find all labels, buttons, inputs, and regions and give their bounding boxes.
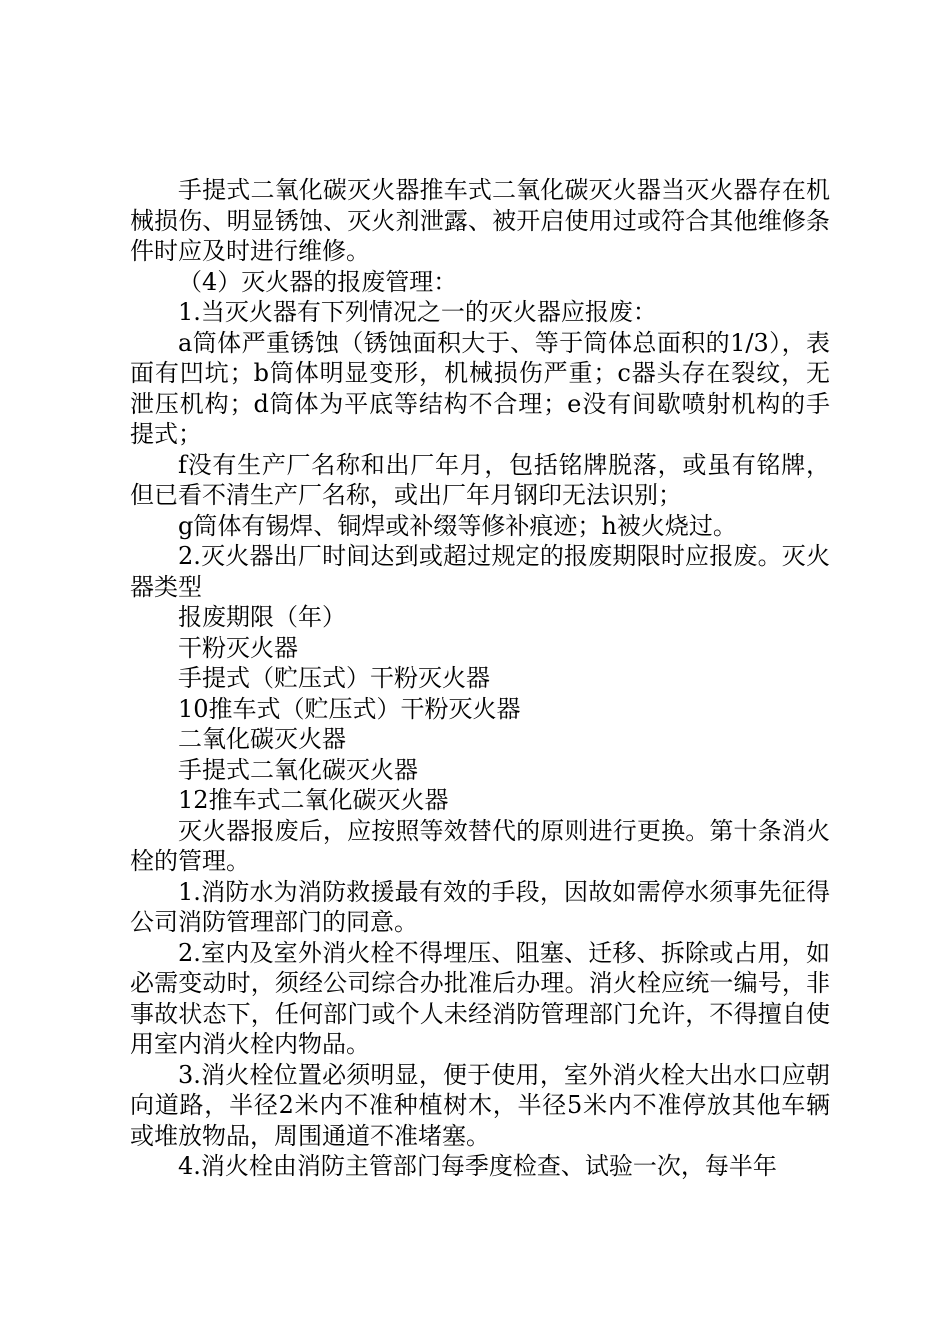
paragraph-extinguisher-maintenance: 手提式二氧化碳灭火器推车式二氧化碳灭火器当灭火器存在机械损伤、明显锈蚀、灭火剂泄露、被开启使用过或符合其他维修条件时应及时进行维修。 [130, 176, 830, 265]
table-row-cart-co2: 12推车式二氧化碳灭火器 [178, 786, 449, 814]
paragraph-replacement-and-article-ten: 灭火器报废后，应按照等效替代的原则进行更换。第十条消火栓的管理。 [130, 816, 830, 875]
paragraph-scrap-period-rule: 2.灭火器出厂时间达到或超过规定的报废期限时应报废。灭火器类型 [130, 542, 830, 601]
paragraph-scrap-conditions-g-h: g筒体有锡焊、铜焊或补缀等修补痕迹；h被火烧过。 [178, 511, 737, 540]
paragraph-scrap-condition-f: f没有生产厂名称和出厂年月，包括铭牌脱落，或虽有铭牌，但已看不清生产厂名称，或出厂年月钢印无法识别； [130, 450, 830, 509]
paragraph-scrap-conditions-a-e: a筒体严重锈蚀（锈蚀面积大于、等于筒体总面积的1/3），表面有凹坑；b筒体明显变形，机械损伤严重；c器头存在裂纹，无泄压机构；d筒体为平底等结构不合理；e没有间歇喷射机构的手提式； [130, 328, 830, 448]
paragraph-hydrant-rule-4: 4.消火栓由消防主管部门每季度检查、试验一次，每半年 [178, 1152, 777, 1180]
table-category-co2: 二氧化碳灭火器 [178, 725, 346, 753]
table-category-dry-powder: 干粉灭火器 [178, 633, 298, 662]
paragraph-scrap-management-heading: （4）灭火器的报废管理： [178, 267, 458, 296]
table-header-scrap-period: 报废期限（年） [178, 603, 346, 631]
paragraph-hydrant-rule-2: 2.室内及室外消火栓不得埋压、阻塞、迁移、拆除或占用，如必需变动时，须经公司综合办批准后办理。消火栓应统一编号，非事故状态下，任何部门或个人未经消防管理部门允许，不得擅自使用室内消火栓内物品。 [130, 938, 830, 1058]
paragraph-hydrant-rule-3: 3.消火栓位置必须明显，便于使用，室外消火栓大出水口应朝向道路，半径2米内不准种植树木，半径5米内不准停放其他车辆或堆放物品，周围通道不准堵塞。 [130, 1060, 830, 1150]
paragraph-scrap-conditions-intro: 1.当灭火器有下列情况之一的灭火器应报废： [178, 298, 657, 326]
document-body [130, 175, 830, 1182]
table-row-portable-dry-powder: 手提式（贮压式）干粉灭火器 [178, 664, 490, 692]
table-row-cart-dry-powder: 10推车式（贮压式）干粉灭火器 [178, 694, 521, 723]
paragraph-hydrant-rule-1: 1.消防水为消防救援最有效的手段，因故如需停水须事先征得公司消防管理部门的同意。 [130, 877, 830, 936]
table-row-portable-co2: 手提式二氧化碳灭火器 [178, 755, 418, 784]
